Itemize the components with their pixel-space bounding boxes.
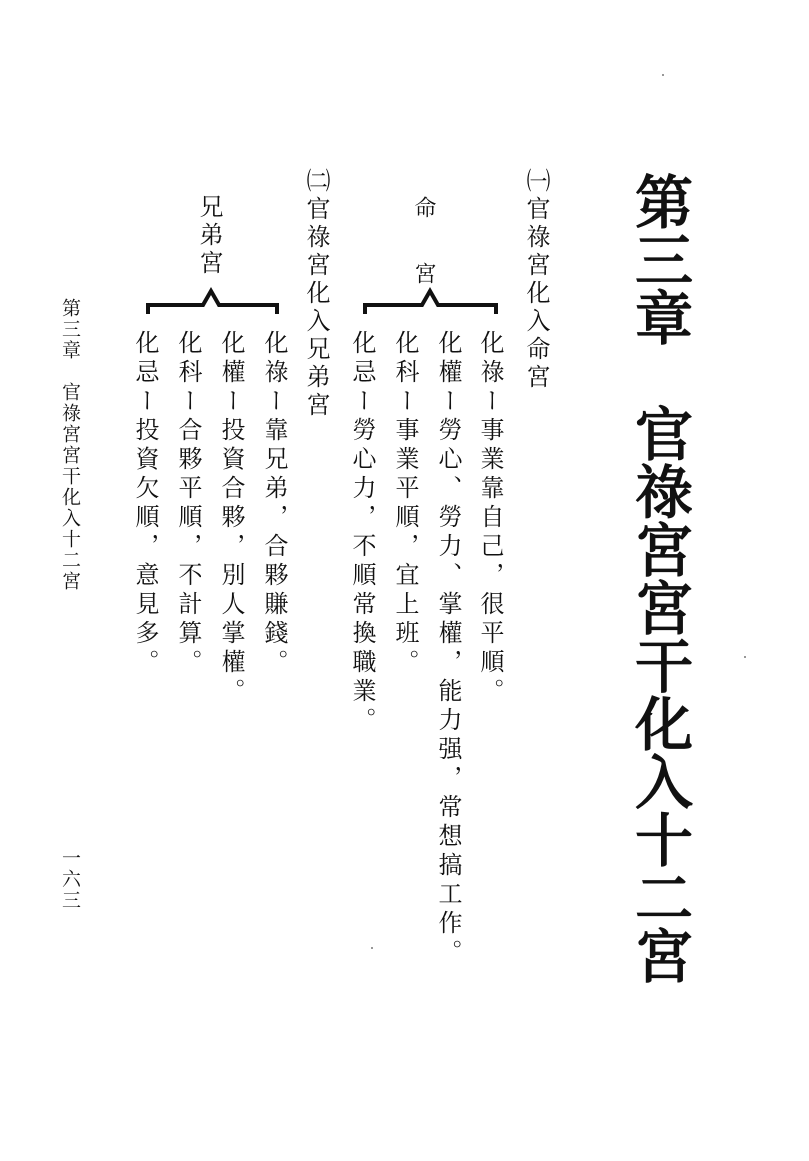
section-1-brace bbox=[362, 286, 500, 316]
page-number: 一六三 bbox=[59, 848, 81, 911]
section-1-palace-label: 命 宮 bbox=[411, 196, 436, 284]
section-2-line-3: 化科ー合夥平順，不計算。 bbox=[174, 330, 202, 678]
section-2-line-4: 化忌ー投資欠順，意見多。 bbox=[131, 330, 159, 678]
section-2-heading: ㈡官祿宮化入兄弟宮 bbox=[302, 168, 330, 420]
section-1-line-4: 化忌ー勞心力，不順常換職業。 bbox=[348, 330, 376, 736]
running-head: 第三章 官祿宮宮干化入十二宮 bbox=[59, 298, 81, 592]
section-2-line-1: 化祿ー靠兄弟，合夥賺錢。 bbox=[260, 330, 288, 678]
section-1-line-3: 化科ー事業平順，宜上班。 bbox=[391, 330, 419, 678]
scan-speck bbox=[662, 74, 664, 76]
scan-speck bbox=[371, 947, 373, 949]
section-1-heading: ㈠官祿宮化入命宮 bbox=[522, 168, 550, 392]
scan-speck bbox=[744, 656, 746, 658]
section-2-line-2: 化權ー投資合夥，別人掌權。 bbox=[217, 330, 245, 707]
chapter-title: 第三章 官祿宮宮干化入十二宮 bbox=[625, 172, 693, 984]
section-1-line-1: 化祿ー事業靠自己，很平順。 bbox=[476, 330, 504, 707]
section-2-brace bbox=[145, 286, 281, 316]
section-1-line-2: 化權ー勞心、勞力、掌權，能力强，常想搞工作。 bbox=[434, 330, 462, 968]
section-2-palace-label: 兄弟宮 bbox=[195, 194, 223, 278]
